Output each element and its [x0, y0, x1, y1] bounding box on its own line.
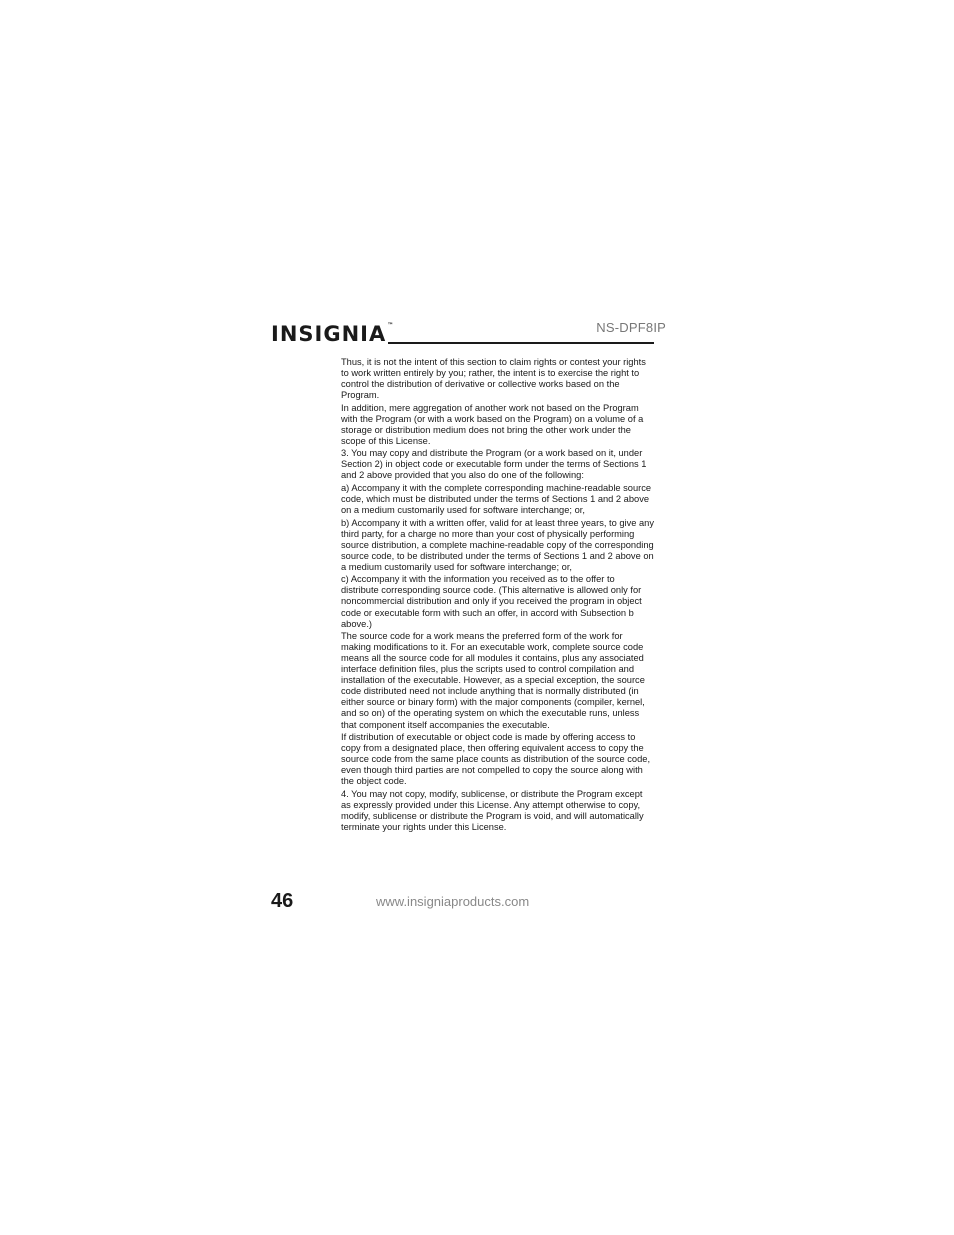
model-number: NS-DPF8IP	[596, 320, 666, 335]
paragraph-3: 3. You may copy and distribute the Program (or a work based on it, under Section 2) in object code or executable form under the terms of Sections 1 and 2 above provided that you also do one of the following:	[341, 448, 647, 481]
footer-website-url: www.insigniaproducts.com	[376, 894, 530, 909]
page-number: 46	[271, 890, 294, 912]
paragraph-1: Thus, it is not the intent of this section to claim rights or contest your rights to work written entirely by you; rather, the intent is to exercise the right to control the distribution of derivative or collective works based on the Program.	[341, 357, 646, 401]
paragraph-7: The source code for a work means the preferred form of the work for making modifications to it. For an executable work, complete source code means all the source code for all modules it contains, plus any associated interface definition files, plus the scripts used to control compilation and installation of the executable. However, as a special exception, the source code distributed need not include anything that is normally distributed (in either source or binary form) with the major components (compiler, kernel, and so on) of the operating system on which the executable runs, unless that component itself accompanies the executable.	[341, 631, 645, 730]
insignia-logo	[271, 318, 394, 350]
paragraph-8: If distribution of executable or object code is made by offering access to copy from a designated place, then offering equivalent access to copy the source code from the same place counts as distribution of the source code, even though third parties are not compelled to copy the source along with the object code.	[341, 732, 651, 787]
header-divider	[388, 342, 654, 344]
paragraph-6: c) Accompany it with the information you received as to the offer to distribute corresponding source code. (This alternative is allowed only for noncommercial distribution and only if you received the program in object code or executable form with such an offer, in accord with Subsection b above.)	[341, 574, 642, 629]
logo-wordmark: INSIGNIA™	[271, 322, 395, 346]
paragraph-9: 4. You may not copy, modify, sublicense, or distribute the Program except as expressly provided under this License. Any attempt otherwise to copy, modify, sublicense or distribute the Program is void, and will automatically terminate your rights under this License.	[341, 788, 644, 832]
paragraph-5: b) Accompany it with a written offer, valid for at least three years, to give any third party, for a charge no more than your cost of physically performing source distribution, a complete machine-readable copy of the corresponding source code, to be distributed under the terms of Sections 1 and 2 above on a medium customarily used for software interchange; or,	[341, 517, 654, 572]
paragraph-2: In addition, mere aggregation of another work not based on the Program with the Program (or with a work based on the Program) on a volume of a storage or distribution medium does not bring the other work under the scope of this License.	[341, 402, 644, 446]
trademark-symbol: ™	[387, 322, 395, 329]
paragraph-4: a) Accompany it with the complete corresponding machine-readable source code, which must be distributed under the terms of Sections 1 and 2 above on a medium customarily used for software interchange; or,	[341, 483, 652, 516]
license-text-body	[341, 357, 654, 834]
